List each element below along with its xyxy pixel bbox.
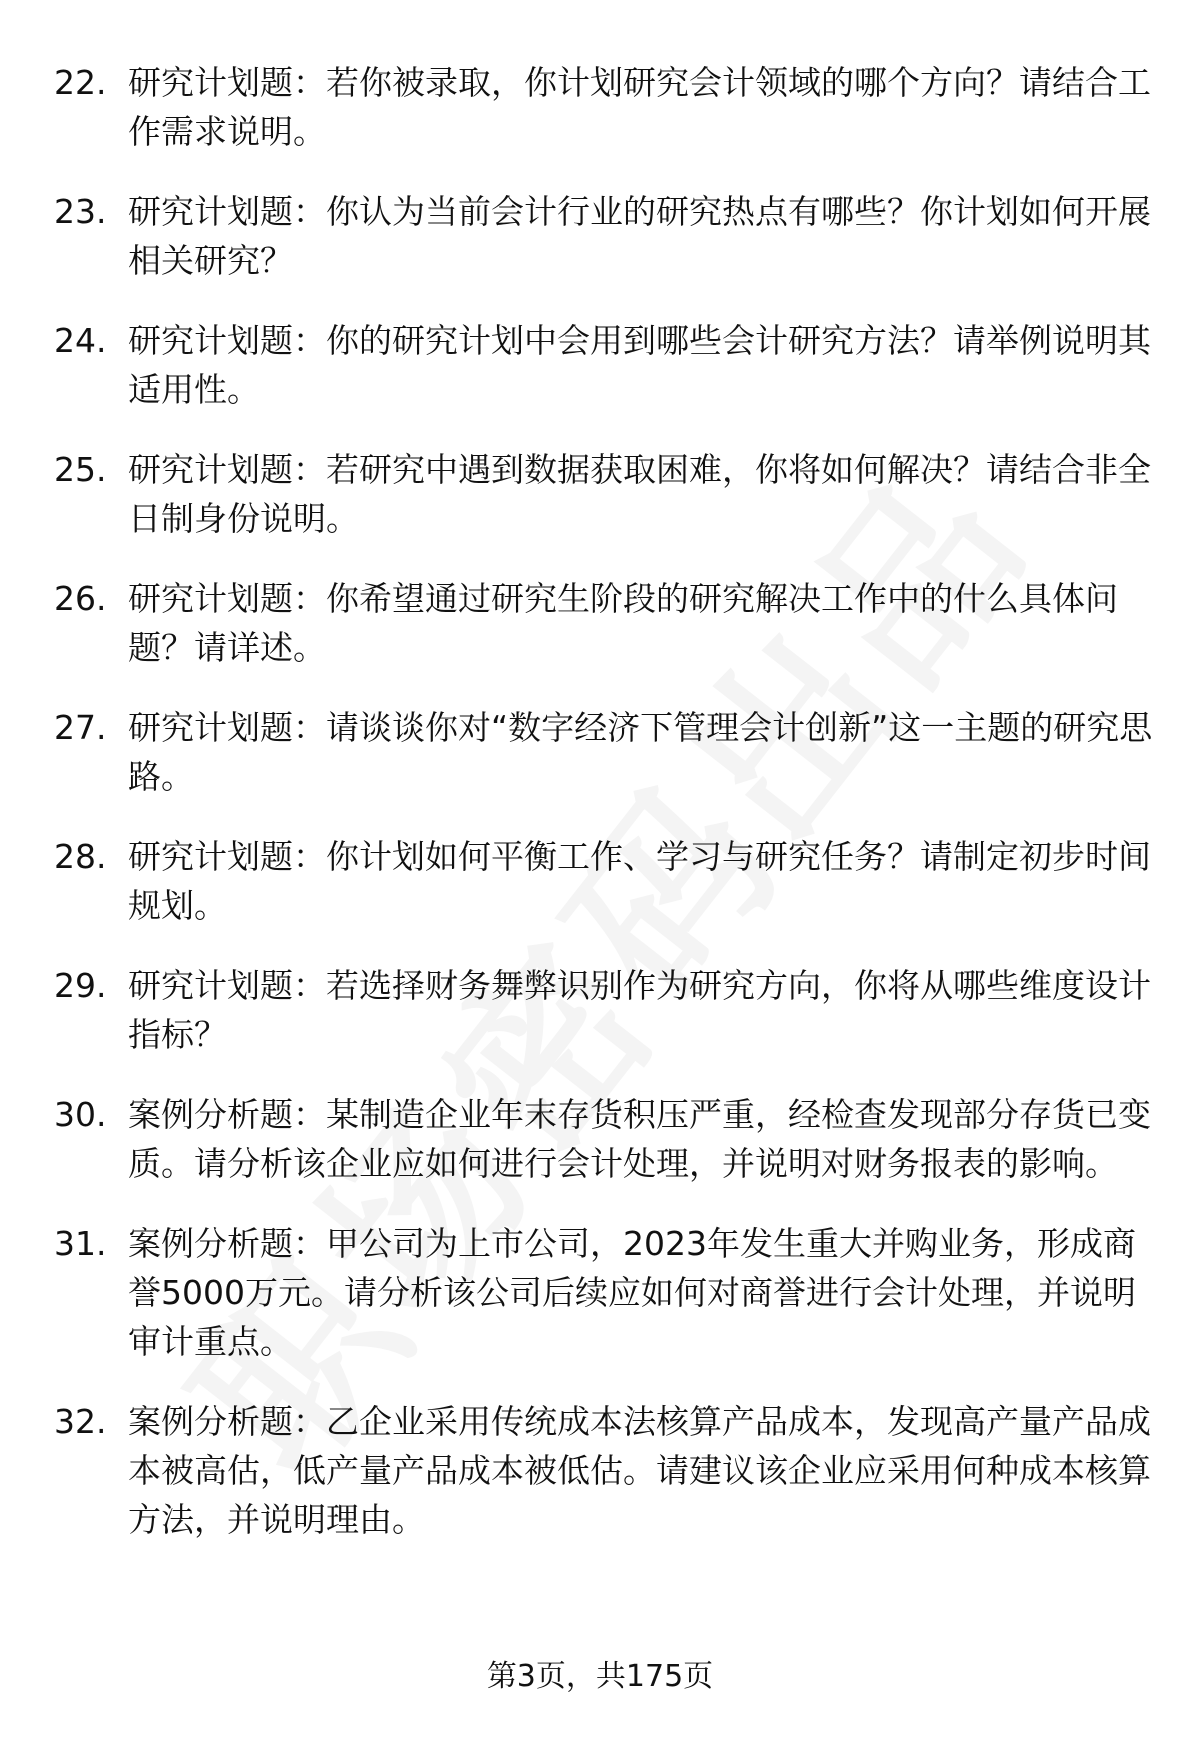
- question-number: 27.: [54, 708, 107, 747]
- question-text: 研究计划题：你计划如何平衡工作、学习与研究任务？请制定初步时间规划。: [128, 837, 1151, 925]
- question-item: [54, 832, 1154, 930]
- question-text: 研究计划题：你认为当前会计行业的研究热点有哪些？你计划如何开展相关研究？: [128, 192, 1151, 280]
- question-text: 研究计划题：若选择财务舞弊识别作为研究方向，你将从哪些维度设计指标？: [128, 966, 1151, 1054]
- question-item: [54, 703, 1154, 801]
- question-text: 研究计划题：你的研究计划中会用到哪些会计研究方法？请举例说明其适用性。: [128, 321, 1151, 409]
- question-item: [54, 1397, 1154, 1544]
- question-text: 研究计划题：若研究中遇到数据获取困难，你将如何解决？请结合非全日制身份说明。: [128, 450, 1151, 538]
- question-number: 26.: [54, 579, 107, 618]
- question-text: 案例分析题：甲公司为上市公司，2023年发生重大并购业务，形成商誉5000万元。请分析该公司后续应如何对商誉进行会计处理，并说明审计重点。: [128, 1224, 1136, 1361]
- question-item: [54, 1090, 1154, 1188]
- question-number: 22.: [54, 63, 107, 102]
- question-text: 研究计划题：请谈谈你对“数字经济下管理会计创新”这一主题的研究思路。: [128, 708, 1153, 796]
- question-text: 研究计划题：你希望通过研究生阶段的研究解决工作中的什么具体问题？请详述。: [128, 579, 1118, 667]
- question-text: 案例分析题：乙企业采用传统成本法核算产品成本，发现高产量产品成本被高估，低产量产品成本被低估。请建议该企业应采用何种成本核算方法，并说明理由。: [128, 1402, 1151, 1539]
- question-number: 28.: [54, 837, 107, 876]
- page-number-label: 第3页，共175页: [486, 1659, 714, 1694]
- question-number: 32.: [54, 1402, 107, 1441]
- question-number: 29.: [54, 966, 107, 1005]
- question-text: 案例分析题：某制造企业年末存货积压严重，经检查发现部分存货已变质。请分析该企业应如何进行会计处理，并说明对财务报表的影响。: [128, 1095, 1151, 1183]
- question-number: 25.: [54, 450, 107, 489]
- question-number: 23.: [54, 192, 107, 231]
- question-item: [54, 961, 1154, 1059]
- question-item: [54, 574, 1154, 672]
- question-item: [54, 445, 1154, 543]
- question-text: 研究计划题：若你被录取，你计划研究会计领域的哪个方向？请结合工作需求说明。: [128, 63, 1151, 151]
- question-number: 24.: [54, 321, 107, 360]
- question-item: [54, 1219, 1154, 1366]
- question-item: [54, 316, 1154, 414]
- question-number: 31.: [54, 1224, 107, 1263]
- page-footer: [0, 1657, 1200, 1697]
- question-number: 30.: [54, 1095, 107, 1134]
- question-list: [54, 58, 1154, 1575]
- question-item: [54, 58, 1154, 156]
- question-item: [54, 187, 1154, 285]
